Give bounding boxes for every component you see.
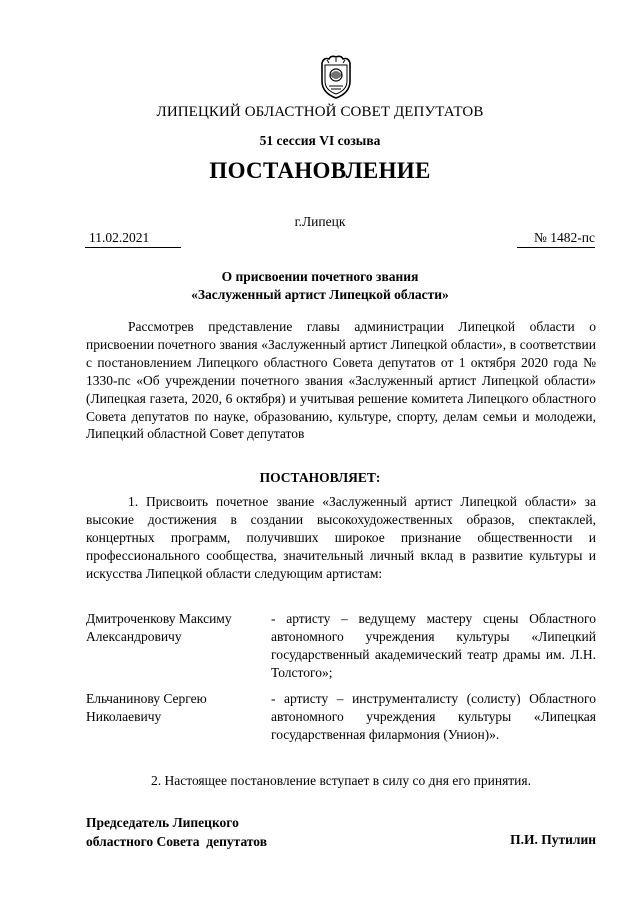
awardee-2-description: - артисту – инструменталисту (солисту) Областного автономного учреждения культуры «Липецкая государственная филармония (Унион)». (271, 691, 596, 742)
title-line-1: О присвоении почетного звания (221, 269, 419, 284)
document-number: № 1482-пс (517, 230, 595, 248)
organization-name: ЛИПЕЦКИЙ ОБЛАСТНОЙ СОВЕТ ДЕПУТАТОВ (156, 104, 484, 120)
decree-heading: ПОСТАНОВЛЯЕТ: (259, 470, 381, 485)
coat-of-arms-icon (319, 55, 353, 99)
signatory-name: П.И. Путилин (510, 832, 596, 847)
awardee-2-name: Ельчанинову Сергею Николаевичу (86, 691, 207, 724)
awardee-1-description: - артисту – ведущему мастеру сцены Областного автономного учреждения культуры «Липецкий государственный академический театр драмы им. Л.Н. Толстого»; (271, 611, 596, 680)
signatory-position (86, 814, 267, 851)
position-line-2: областного Совета депутатов (86, 833, 268, 849)
session-label: 51 сессия VI созыва (259, 133, 381, 148)
item-2-paragraph: 2. Настоящее постановление вступает в силу со дня его принятия. (150, 773, 531, 788)
awardee-1-name: Дмитроченкову Максиму Александровичу (86, 611, 232, 644)
item-1-paragraph: 1. Присвоить почетное звание «Заслуженный артист Липецкой области» за высокие достижения в создании высокохудожественных образов, спектаклей, концертных программ, получивших широкое признание общественности и профессионального сообщества, значительный личный вклад в развитие культуры и искусства Липецкой области следующим артистам: (86, 494, 596, 581)
city-label: г.Липецк (294, 214, 346, 229)
document-title (0, 268, 640, 303)
document-date: 11.02.2021 (85, 230, 181, 248)
position-line-1: Председатель Липецкого (86, 815, 239, 830)
preamble-paragraph: Рассмотрев представление главы администрации Липецкой области о присвоении почетного звания «Заслуженный артист Липецкой области», в соответствии с постановлением Липецкого областного Совета депутатов от 1 октября 2020 года № 1330-пс «Об учреждении почетного звания «Заслуженный артист Липецкой области» (Липецкая газета, 2020, 6 октября) и учитывая решение комитета Липецкого областного Совета депутатов по науке, образованию, культуре, спорту, делам семьи и молодежи, Липецкий областной Совет депутатов (86, 319, 596, 442)
title-line-2: «Заслуженный артист Липецкой области» (191, 286, 449, 302)
document-type: ПОСТАНОВЛЕНИЕ (209, 158, 431, 183)
